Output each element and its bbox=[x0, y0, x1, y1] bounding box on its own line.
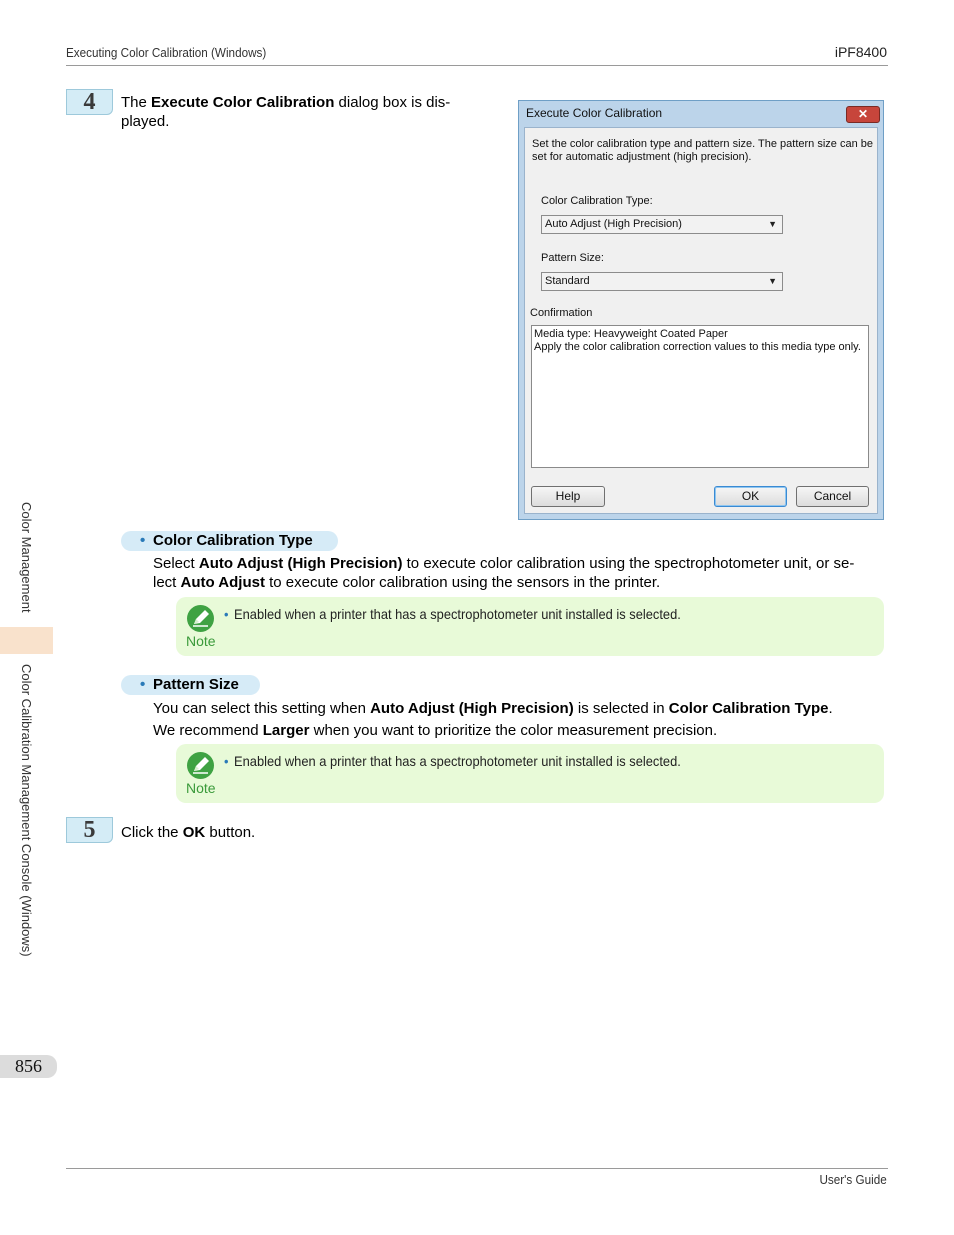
step-5-post: button. bbox=[205, 824, 256, 841]
confirmation-line2: Apply the color calibration correction values to this media type only. bbox=[534, 341, 861, 353]
step-4-line2: played. bbox=[121, 113, 170, 130]
confirmation-textbox[interactable] bbox=[531, 325, 869, 468]
step-4-bold: Execute Color Calibration bbox=[151, 94, 335, 111]
note-text bbox=[224, 606, 681, 622]
b2-p2-b: Larger bbox=[262, 722, 310, 739]
b1-p1-c: to execute color calibration using the spectrophotometer unit, or se- bbox=[402, 555, 855, 572]
sidebar-chapter: Color Management bbox=[19, 502, 34, 613]
b1-p1-b: Auto Adjust (High Precision) bbox=[198, 555, 403, 572]
bullet-2-paragraph bbox=[153, 698, 885, 742]
b1-p2-a: lect bbox=[153, 574, 181, 591]
pattern-size-label: Pattern Size: bbox=[541, 252, 604, 264]
dialog-close-button[interactable]: ✕ bbox=[846, 106, 880, 123]
pencil-note-icon bbox=[187, 752, 214, 779]
calibration-type-value: Auto Adjust (High Precision) bbox=[545, 218, 682, 230]
step-4-pre: The bbox=[121, 94, 152, 111]
note-box-1 bbox=[176, 597, 884, 656]
pencil-note-icon bbox=[187, 605, 214, 632]
note-1-content: Enabled when a printer that has a spectrophotometer unit installed is selected. bbox=[234, 606, 681, 622]
step-4-line1: dialog box is dis- bbox=[334, 94, 451, 111]
b1-p2-c: to execute color calibration using the sensors in the printer. bbox=[264, 574, 661, 591]
execute-color-calibration-dialog bbox=[518, 100, 884, 520]
b1-p2-b: Auto Adjust bbox=[180, 574, 265, 591]
help-button[interactable]: Help bbox=[531, 486, 605, 507]
chevron-down-icon: ▼ bbox=[768, 219, 777, 229]
note-label: Note bbox=[186, 780, 216, 796]
page-number: 856 bbox=[0, 1055, 57, 1078]
dialog-desc-line2: set for automatic adjustment (high precision). bbox=[532, 151, 752, 163]
note-bullet: • bbox=[224, 753, 229, 769]
bullet-2-title: Pattern Size bbox=[153, 676, 239, 693]
b2-p2-a: We recommend bbox=[153, 722, 263, 739]
header-section-title: Executing Color Calibration (Windows) bbox=[66, 45, 267, 60]
footer-divider bbox=[66, 1168, 888, 1169]
b2-p1-b: Auto Adjust (High Precision) bbox=[370, 700, 574, 717]
cancel-button[interactable]: Cancel bbox=[796, 486, 869, 507]
dialog-body bbox=[524, 127, 878, 514]
bullet-dot: • bbox=[140, 676, 146, 693]
chevron-down-icon: ▼ bbox=[768, 276, 777, 286]
step-4-badge: 4 bbox=[66, 89, 113, 115]
bullet-1-paragraph bbox=[153, 554, 885, 592]
note-bullet: • bbox=[224, 606, 229, 622]
pattern-size-value: Standard bbox=[545, 275, 590, 287]
bullet-color-calibration-type bbox=[121, 531, 338, 551]
calibration-type-select[interactable] bbox=[541, 215, 783, 234]
b2-p2-c: when you want to prioritize the color measurement precision. bbox=[309, 722, 718, 739]
header-divider bbox=[66, 65, 888, 66]
confirmation-label: Confirmation bbox=[530, 307, 593, 319]
footer-guide: User's Guide bbox=[819, 1172, 887, 1187]
step-5-pre: Click the bbox=[121, 824, 183, 841]
b2-p1-d: Color Calibration Type bbox=[668, 700, 829, 717]
confirmation-text bbox=[534, 328, 861, 354]
ok-button[interactable]: OK bbox=[714, 486, 787, 507]
dialog-title: Execute Color Calibration bbox=[526, 106, 663, 120]
step-5-bold: OK bbox=[182, 824, 206, 841]
note-box-2 bbox=[176, 744, 884, 803]
header-model: iPF8400 bbox=[834, 44, 887, 60]
b1-p1-a: Select bbox=[153, 555, 199, 572]
sidebar-section: Color Calibration Management Console (Windows) bbox=[19, 664, 34, 957]
bullet-pattern-size bbox=[121, 675, 260, 695]
note-2-content: Enabled when a printer that has a spectrophotometer unit installed is selected. bbox=[234, 753, 681, 769]
confirmation-line1: Media type: Heavyweight Coated Paper bbox=[534, 328, 728, 340]
step-5-text bbox=[121, 823, 255, 842]
note-text bbox=[224, 753, 681, 769]
note-label: Note bbox=[186, 633, 216, 649]
bullet-dot: • bbox=[140, 532, 146, 549]
step-4-text bbox=[121, 93, 450, 131]
dialog-desc-line1: Set the color calibration type and pattern size. The pattern size can be bbox=[532, 138, 873, 150]
pattern-size-select[interactable] bbox=[541, 272, 783, 291]
b2-p1-e: . bbox=[828, 700, 833, 717]
dialog-description bbox=[532, 138, 873, 164]
calibration-type-label: Color Calibration Type: bbox=[541, 195, 653, 207]
b2-p1-c: is selected in bbox=[573, 700, 669, 717]
sidebar-marker bbox=[0, 627, 53, 654]
b2-p1-a: You can select this setting when bbox=[153, 700, 371, 717]
bullet-1-title: Color Calibration Type bbox=[153, 532, 313, 549]
step-5-badge: 5 bbox=[66, 817, 113, 843]
